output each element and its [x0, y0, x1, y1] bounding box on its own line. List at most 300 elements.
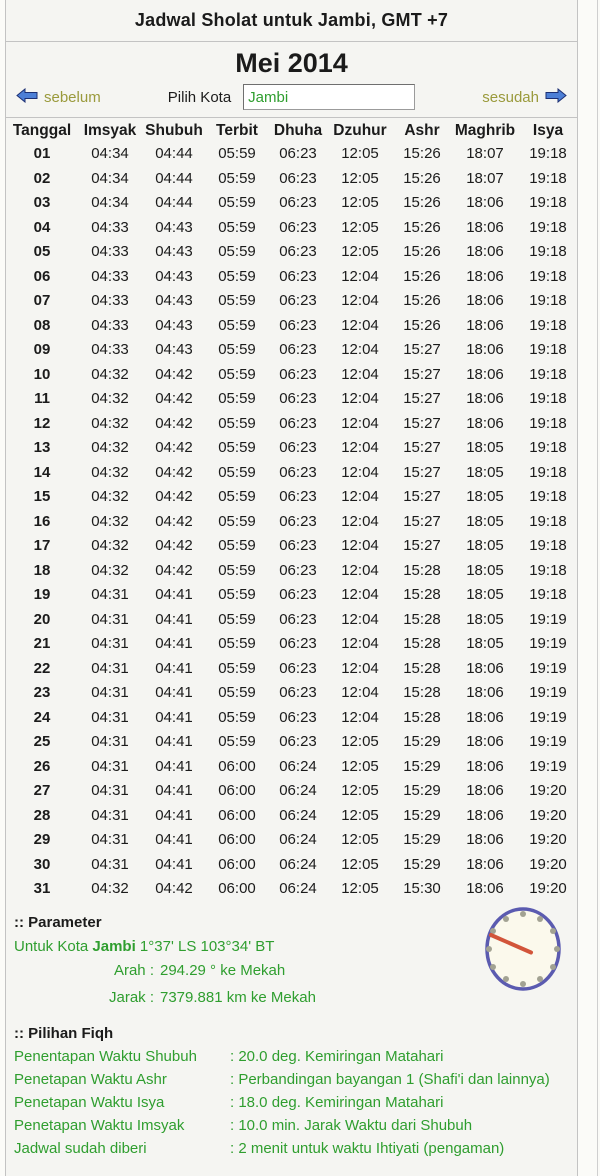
time-cell: 05:59 — [218, 733, 256, 750]
fiqh-row-label: Jadwal sudah diberi — [14, 1139, 147, 1157]
time-cell: 04:32 — [91, 463, 129, 481]
time-cell: 19:20 — [529, 855, 567, 873]
table-row — [6, 510, 578, 535]
time-cell: 06:23 — [279, 708, 317, 726]
time-cell: 04:31 — [91, 757, 129, 775]
time-cell: 18:05 — [466, 488, 504, 505]
time-cell: 12:04 — [341, 316, 379, 334]
time-cell: 15:28 — [403, 659, 441, 677]
city-coordinates-line: Untuk Kota Jambi 1°37' LS 103°34' BT — [14, 937, 275, 955]
fiqh-row — [6, 1114, 577, 1137]
time-cell: 15:27 — [403, 365, 441, 383]
next-month-link[interactable] — [482, 88, 567, 107]
time-cell: 18:06 — [466, 194, 504, 211]
time-cell: 06:23 — [279, 463, 317, 481]
time-cell: 19:18 — [529, 512, 567, 530]
time-cell: 19:18 — [529, 218, 567, 236]
time-cell: 06:23 — [279, 169, 317, 187]
time-cell: 15:28 — [403, 561, 441, 579]
time-cell: 19:18 — [529, 390, 567, 407]
time-cell: 15:29 — [403, 733, 441, 750]
time-cell: 15:29 — [403, 855, 441, 873]
table-row — [6, 265, 578, 290]
time-cell: 15:28 — [403, 635, 441, 652]
time-cell: 04:41 — [155, 855, 193, 873]
fiqh-row-value: : 20.0 deg. Kemiringan Matahari — [230, 1047, 444, 1065]
time-cell: 19:19 — [529, 708, 567, 726]
time-cell: 05:59 — [218, 243, 256, 260]
time-cell: 04:41 — [155, 733, 193, 750]
time-cell: 04:43 — [155, 292, 193, 309]
time-cell: 18:06 — [466, 733, 504, 750]
time-cell: 12:04 — [341, 586, 379, 603]
time-cell: 05:59 — [218, 145, 256, 162]
fiqh-row — [6, 1045, 577, 1068]
table-row — [6, 706, 578, 731]
month-navigation — [6, 80, 577, 117]
next-month-label: sesudah — [482, 88, 539, 106]
time-cell: 15:26 — [403, 169, 441, 187]
fiqh-row-value: : 18.0 deg. Kemiringan Matahari — [230, 1093, 444, 1111]
date-cell: 19 — [33, 586, 51, 603]
date-cell: 23 — [33, 684, 51, 701]
time-cell: 19:18 — [529, 365, 567, 383]
time-cell: 15:26 — [403, 194, 441, 211]
time-cell: 04:33 — [91, 341, 129, 358]
time-cell: 04:42 — [155, 512, 193, 530]
time-cell: 04:31 — [91, 831, 129, 848]
time-cell: 06:23 — [279, 512, 317, 530]
time-cell: 18:06 — [466, 659, 504, 677]
time-cell: 18:06 — [466, 806, 504, 824]
time-cell: 19:18 — [529, 537, 567, 554]
city-picker-label: Pilih Kota — [167, 88, 232, 106]
time-cell: 05:59 — [218, 439, 256, 456]
time-cell: 12:05 — [341, 243, 379, 260]
time-cell: 04:32 — [91, 365, 129, 383]
time-cell: 15:28 — [403, 684, 441, 701]
time-cell: 15:26 — [403, 243, 441, 260]
city-name: Jambi — [92, 937, 136, 955]
time-cell: 15:29 — [403, 757, 441, 775]
time-cell: 06:23 — [279, 365, 317, 383]
time-cell: 04:33 — [91, 267, 129, 285]
time-cell: 18:06 — [466, 243, 504, 260]
time-cell: 12:04 — [341, 708, 379, 726]
table-row — [6, 657, 578, 682]
arrow-right-icon — [545, 88, 567, 107]
column-header: Dhuha — [273, 122, 323, 139]
time-cell: 06:00 — [218, 855, 256, 873]
time-cell: 04:41 — [155, 635, 193, 652]
time-cell: 15:27 — [403, 414, 441, 432]
date-cell: 29 — [33, 831, 51, 848]
fiqh-row — [6, 1137, 577, 1160]
time-cell: 04:31 — [91, 733, 129, 750]
direction-value: 294.29 ° ke Mekah — [160, 961, 286, 979]
date-cell: 01 — [33, 145, 51, 162]
time-cell: 18:06 — [466, 267, 504, 285]
time-cell: 18:05 — [466, 610, 504, 628]
time-cell: 04:32 — [91, 537, 129, 554]
time-cell: 05:59 — [218, 316, 256, 334]
month-heading: Mei 2014 — [235, 48, 348, 78]
time-cell: 05:59 — [218, 218, 256, 236]
time-cell: 12:04 — [341, 684, 379, 701]
time-cell: 06:23 — [279, 733, 317, 750]
date-cell: 31 — [33, 880, 51, 897]
time-cell: 18:06 — [466, 316, 504, 334]
table-row — [6, 632, 578, 657]
time-cell: 18:05 — [466, 512, 504, 530]
time-cell: 04:31 — [91, 586, 129, 603]
time-cell: 04:41 — [155, 684, 193, 701]
time-cell: 04:42 — [155, 880, 193, 897]
time-cell: 19:18 — [529, 463, 567, 481]
time-cell: 06:23 — [279, 414, 317, 432]
direction-label: Arah : — [113, 961, 154, 979]
time-cell: 06:00 — [218, 880, 256, 897]
table-row — [6, 485, 578, 510]
time-cell: 06:23 — [279, 561, 317, 579]
time-cell: 05:59 — [218, 586, 256, 603]
time-cell: 06:24 — [279, 831, 317, 848]
time-cell: 18:05 — [466, 463, 504, 481]
time-cell: 05:59 — [218, 659, 256, 677]
time-cell: 06:23 — [279, 341, 317, 358]
time-cell: 04:42 — [155, 414, 193, 432]
fiqh-heading: :: Pilihan Fiqh — [14, 1024, 114, 1042]
time-cell: 04:31 — [91, 855, 129, 873]
time-cell: 19:20 — [529, 782, 567, 799]
date-cell: 27 — [33, 782, 51, 799]
time-cell: 15:28 — [403, 610, 441, 628]
time-cell: 18:06 — [466, 292, 504, 309]
time-cell: 18:06 — [466, 782, 504, 799]
time-cell: 18:06 — [466, 880, 504, 897]
time-cell: 04:41 — [155, 806, 193, 824]
time-cell: 12:05 — [341, 194, 379, 211]
time-cell: 05:59 — [218, 610, 256, 628]
date-cell: 14 — [33, 463, 51, 481]
date-cell: 11 — [34, 390, 50, 407]
column-header: Ashr — [404, 122, 440, 139]
table-row — [6, 142, 578, 167]
time-cell: 04:34 — [91, 145, 129, 162]
time-cell: 18:06 — [466, 855, 504, 873]
table-row — [6, 559, 578, 584]
time-cell: 15:27 — [403, 512, 441, 530]
time-cell: 04:31 — [91, 782, 129, 799]
time-cell: 06:23 — [279, 267, 317, 285]
time-cell: 18:05 — [466, 439, 504, 456]
time-cell: 05:59 — [218, 512, 256, 530]
time-cell: 15:28 — [403, 586, 441, 603]
time-cell: 19:18 — [529, 414, 567, 432]
parameter-section — [6, 902, 577, 1011]
time-cell: 05:59 — [218, 267, 256, 285]
table-row — [6, 412, 578, 437]
time-cell: 05:59 — [218, 292, 256, 309]
time-cell: 12:04 — [341, 439, 379, 456]
time-cell: 06:00 — [218, 782, 256, 799]
time-cell: 12:05 — [341, 880, 379, 897]
time-cell: 19:18 — [529, 488, 567, 505]
time-cell: 06:23 — [279, 635, 317, 652]
fiqh-row-label: Penentapan Waktu Shubuh — [14, 1047, 197, 1065]
fiqh-row-label: Penetapan Waktu Isya — [14, 1093, 165, 1111]
table-row — [6, 338, 578, 363]
date-cell: 18 — [33, 561, 51, 579]
page-title: Jadwal Sholat untuk Jambi, GMT +7 — [6, 0, 577, 42]
time-cell: 04:31 — [91, 659, 129, 677]
fiqh-section — [6, 1011, 577, 1160]
time-cell: 19:18 — [529, 292, 567, 309]
date-cell: 17 — [33, 537, 51, 554]
time-cell: 06:23 — [279, 316, 317, 334]
time-cell: 04:31 — [91, 708, 129, 726]
time-cell: 19:19 — [529, 635, 567, 652]
column-header: Isya — [532, 122, 564, 139]
time-cell: 04:32 — [91, 512, 129, 530]
time-cell: 18:06 — [466, 684, 504, 701]
time-cell: 05:59 — [218, 390, 256, 407]
content-panel — [5, 0, 578, 1176]
time-cell: 04:41 — [155, 659, 193, 677]
time-cell: 15:29 — [403, 782, 441, 799]
time-cell: 12:04 — [341, 365, 379, 383]
time-cell: 04:32 — [91, 561, 129, 579]
time-cell: 06:23 — [279, 218, 317, 236]
time-cell: 12:04 — [341, 537, 379, 554]
table-row — [6, 461, 578, 486]
time-cell: 04:31 — [91, 684, 129, 701]
time-cell: 19:18 — [529, 341, 567, 358]
table-row — [6, 314, 578, 339]
table-row — [6, 608, 578, 633]
table-row — [6, 681, 578, 706]
time-cell: 18:06 — [466, 341, 504, 358]
time-cell: 04:41 — [155, 757, 193, 775]
time-cell: 15:27 — [403, 463, 441, 481]
time-cell: 04:43 — [155, 341, 193, 358]
date-cell: 12 — [33, 414, 51, 432]
time-cell: 06:00 — [218, 831, 256, 848]
date-cell: 25 — [33, 733, 51, 750]
time-cell: 12:04 — [341, 561, 379, 579]
time-cell: 04:32 — [91, 439, 129, 456]
time-cell: 15:27 — [403, 488, 441, 505]
date-cell: 13 — [33, 439, 51, 456]
time-cell: 19:18 — [529, 267, 567, 285]
time-cell: 04:42 — [155, 463, 193, 481]
fiqh-row-label: Penetapan Waktu Ashr — [14, 1070, 167, 1088]
time-cell: 04:33 — [91, 316, 129, 334]
time-cell: 12:04 — [341, 341, 379, 358]
time-cell: 12:04 — [341, 292, 379, 309]
date-cell: 08 — [33, 316, 51, 334]
time-cell: 15:28 — [403, 708, 441, 726]
time-cell: 04:43 — [155, 316, 193, 334]
time-cell: 04:34 — [91, 169, 129, 187]
time-cell: 04:44 — [155, 194, 193, 211]
time-cell: 06:23 — [279, 488, 317, 505]
time-cell: 06:00 — [218, 757, 256, 775]
time-cell: 04:34 — [91, 194, 129, 211]
time-cell: 06:23 — [279, 145, 317, 162]
time-cell: 15:29 — [403, 831, 441, 848]
time-cell: 04:44 — [155, 145, 193, 162]
time-cell: 04:42 — [155, 439, 193, 456]
fiqh-row — [6, 1068, 577, 1091]
table-row — [6, 534, 578, 559]
time-cell: 12:05 — [341, 733, 379, 750]
time-cell: 04:41 — [155, 610, 193, 628]
time-cell: 04:43 — [155, 243, 193, 260]
date-cell: 22 — [33, 659, 51, 677]
time-cell: 06:24 — [279, 757, 317, 775]
prev-month-label: sebelum — [44, 88, 101, 106]
time-cell: 12:05 — [341, 218, 379, 236]
distance-value: 7379.881 km ke Mekah — [160, 988, 316, 1006]
date-cell: 07 — [33, 292, 51, 309]
time-cell: 12:05 — [341, 855, 379, 873]
time-cell: 04:42 — [155, 488, 193, 505]
table-row — [6, 755, 578, 780]
time-cell: 05:59 — [218, 365, 256, 383]
fiqh-rows — [6, 1045, 577, 1160]
time-cell: 05:59 — [218, 169, 256, 187]
time-cell: 15:26 — [403, 218, 441, 236]
time-cell: 19:20 — [529, 831, 567, 848]
column-header: Imsyak — [83, 122, 137, 139]
column-header: Tanggal — [12, 122, 72, 139]
fiqh-row-value: : 2 menit untuk waktu Ihtiyati (pengaman) — [230, 1139, 505, 1157]
date-cell: 05 — [33, 243, 51, 260]
time-cell: 05:59 — [218, 561, 256, 579]
time-cell: 18:06 — [466, 414, 504, 432]
date-cell: 21 — [33, 635, 51, 652]
time-cell: 19:19 — [529, 684, 567, 701]
table-row — [6, 191, 578, 216]
table-row — [6, 167, 578, 192]
date-cell: 15 — [33, 488, 51, 505]
time-cell: 06:24 — [279, 806, 317, 824]
time-cell: 04:31 — [91, 806, 129, 824]
time-cell: 04:42 — [155, 390, 193, 407]
time-cell: 04:33 — [91, 218, 129, 236]
time-cell: 18:06 — [466, 757, 504, 775]
time-cell: 19:19 — [529, 610, 567, 628]
time-cell: 12:05 — [341, 169, 379, 187]
date-cell: 26 — [33, 757, 51, 775]
time-cell: 06:23 — [279, 537, 317, 554]
time-cell: 04:33 — [91, 292, 129, 309]
time-cell: 04:41 — [155, 708, 193, 726]
time-cell: 06:23 — [279, 390, 317, 407]
time-cell: 04:42 — [155, 537, 193, 554]
table-row — [6, 216, 578, 241]
table-row — [6, 877, 578, 902]
time-cell: 04:42 — [155, 365, 193, 383]
compass-icon — [482, 904, 564, 1001]
time-cell: 06:00 — [218, 806, 256, 824]
time-cell: 12:05 — [341, 757, 379, 775]
table-row — [6, 240, 578, 265]
time-cell: 18:07 — [466, 145, 504, 162]
time-cell: 12:04 — [341, 610, 379, 628]
time-cell: 06:23 — [279, 610, 317, 628]
column-header: Terbit — [216, 122, 258, 139]
time-cell: 04:43 — [155, 267, 193, 285]
time-cell: 12:05 — [341, 806, 379, 824]
distance-label: Jarak : — [108, 988, 154, 1006]
time-cell: 05:59 — [218, 537, 256, 554]
table-header-row — [6, 118, 578, 143]
time-cell: 04:31 — [91, 610, 129, 628]
city-input[interactable] — [243, 84, 415, 110]
time-cell: 18:05 — [466, 537, 504, 554]
time-cell: 12:04 — [341, 659, 379, 677]
time-cell: 05:59 — [218, 488, 256, 505]
time-cell: 18:07 — [466, 169, 504, 187]
table-row — [6, 804, 578, 829]
table-body — [6, 142, 578, 902]
time-cell: 12:05 — [341, 831, 379, 848]
date-cell: 28 — [33, 806, 51, 824]
time-cell: 15:26 — [403, 267, 441, 285]
time-cell: 18:06 — [466, 218, 504, 236]
time-cell: 18:06 — [466, 390, 504, 407]
time-cell: 12:05 — [341, 145, 379, 162]
time-cell: 19:19 — [529, 757, 567, 775]
time-cell: 06:23 — [279, 586, 317, 603]
parameter-heading: :: Parameter — [14, 913, 102, 931]
time-cell: 15:26 — [403, 292, 441, 309]
column-header: Dzuhur — [333, 122, 387, 139]
date-cell: 04 — [33, 218, 51, 236]
fiqh-row-value: : Perbandingan bayangan 1 (Shafi'i dan lainnya) — [230, 1070, 550, 1088]
time-cell: 05:59 — [218, 684, 256, 701]
date-cell: 09 — [33, 341, 51, 358]
time-cell: 06:23 — [279, 194, 317, 211]
time-cell: 04:41 — [155, 586, 193, 603]
time-cell: 15:26 — [403, 316, 441, 334]
date-cell: 20 — [33, 610, 51, 628]
time-cell: 04:44 — [155, 169, 193, 187]
time-cell: 04:32 — [91, 414, 129, 432]
time-cell: 06:24 — [279, 880, 317, 897]
time-cell: 04:32 — [91, 488, 129, 505]
table-row — [6, 387, 578, 412]
time-cell: 18:05 — [466, 586, 504, 603]
time-cell: 19:18 — [529, 169, 567, 187]
time-cell: 04:31 — [91, 635, 129, 652]
table-row — [6, 853, 578, 878]
date-cell: 16 — [33, 512, 51, 530]
fiqh-row-value: : 10.0 min. Jarak Waktu dari Shubuh — [230, 1116, 473, 1134]
table-row — [6, 828, 578, 853]
page-edge-divider — [597, 0, 598, 1176]
time-cell: 12:04 — [341, 463, 379, 481]
table-row — [6, 779, 578, 804]
time-cell: 19:18 — [529, 586, 567, 603]
time-cell: 15:27 — [403, 341, 441, 358]
time-cell: 18:05 — [466, 561, 504, 579]
time-cell: 04:43 — [155, 218, 193, 236]
prev-month-link[interactable] — [16, 88, 101, 107]
fiqh-row-label: Penetapan Waktu Imsyak — [14, 1116, 185, 1134]
